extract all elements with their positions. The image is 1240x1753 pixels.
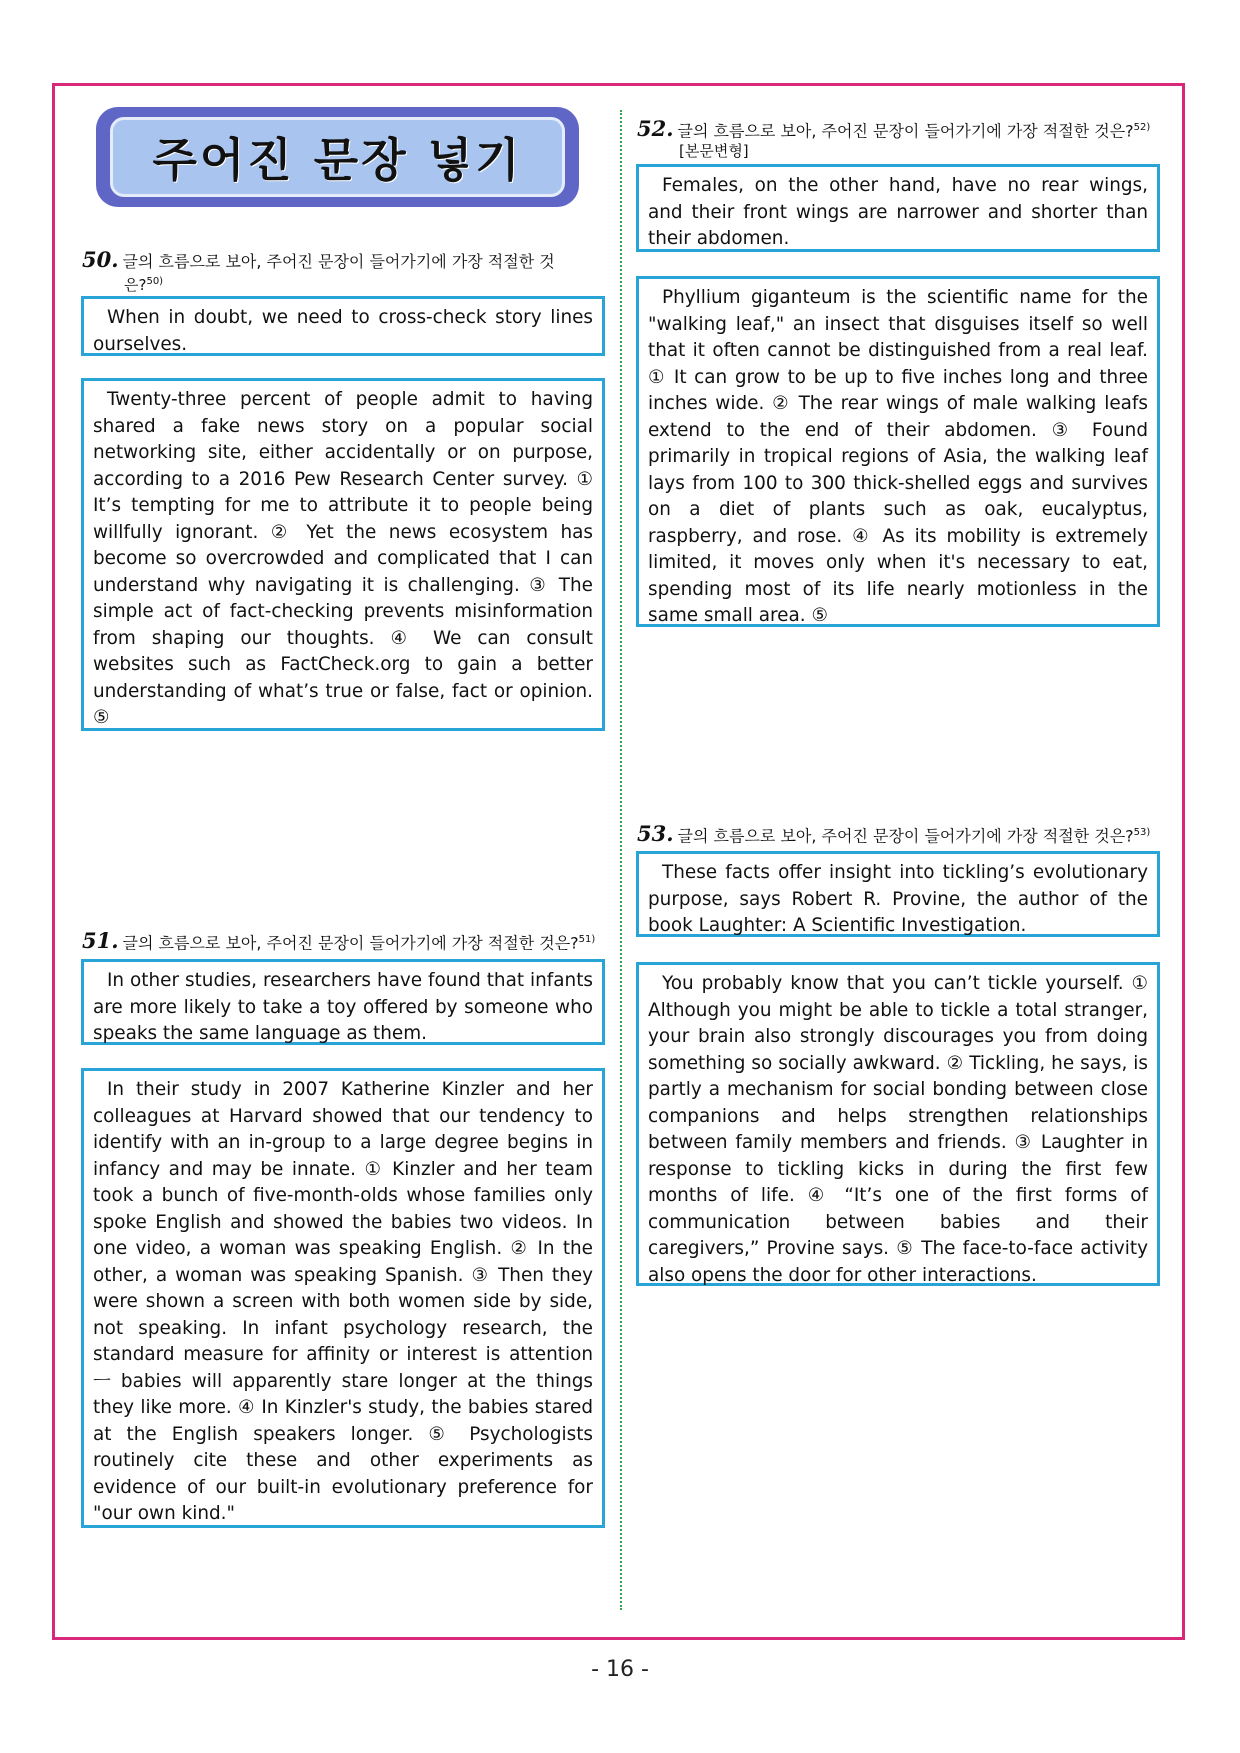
- footnote-marker: 50): [146, 276, 164, 287]
- question-50-header: [82, 247, 607, 295]
- section-title-badge: [96, 107, 579, 207]
- question-prompt: 글의 흐름으로 보아, 주어진 문장이 들어가기에 가장 적절한 것: [122, 252, 555, 271]
- question-tag: [본문변형]: [679, 142, 749, 161]
- footnote-marker: 53): [1133, 827, 1151, 838]
- question-50-given-sentence: [81, 296, 605, 356]
- question-number: 53.: [637, 821, 674, 847]
- given-sentence-text: These facts offer insight into tickling’s evolutionary purpose, says Robert R. Provine, the author of the book Laughter: A Scientific Investigation.: [648, 862, 1148, 936]
- question-52-passage: [636, 276, 1160, 627]
- question-51-passage: [81, 1068, 605, 1528]
- passage-text: In their study in 2007 Katherine Kinzler and her colleagues at Harvard showed that our tendency to identify with an in-group to a large degree begins in infancy and may be innate. ① Kinzler and her team took a bunch of five-month-olds whose families only spoke English and showed the babies two videos. In one video, a woman was speaking English. ② In the other, a woman was speaking Spanish. ③ Then they were shown a screen with both women side by side, not speaking. In infant psychology research, the standard measure for affinity or interest is attention ㅡ babies will apparently stare longer at the things they like more. ④ In Kinzler's study, the babies stared at the English speakers longer. ⑤ Psychologists routinely cite these and other experiments as evidence of our built-in evolutionary preference for "our own kind.": [93, 1079, 593, 1524]
- question-prompt: 글의 흐름으로 보아, 주어진 문장이 들어가기에 가장 적절한 것은?: [677, 121, 1134, 141]
- question-52-given-sentence: [636, 164, 1160, 252]
- question-number: 52.: [637, 116, 674, 142]
- question-53-passage: [636, 962, 1160, 1286]
- question-53-given-sentence: [636, 851, 1160, 937]
- given-sentence-text: When in doubt, we need to cross-check story lines ourselves.: [93, 307, 593, 355]
- passage-text: Phyllium giganteum is the scientific name for the "walking leaf," an insect that disguises itself so well that it often cannot be distinguished from a real leaf. ① It can grow to be up to five inches long and three inches wide. ② The rear wings of male walking leafs extend to the end of their abdomen. ③ Found primarily in tropical regions of Asia, the walking leaf lays from 100 to 300 thick-shelled eggs and survives on a diet of plants such as oak, eucalyptus, raspberry, and rose. ④ As its mobility is extremely limited, it moves only when it's necessary to eat, spending most of its life nearly motionless in the same small area. ⑤: [648, 287, 1148, 626]
- footnote-marker: 52): [1133, 122, 1151, 133]
- question-51-header: [82, 930, 607, 953]
- question-52-header: [637, 118, 1162, 161]
- section-title-inner: [110, 117, 565, 197]
- question-53-header: [637, 823, 1162, 846]
- question-prompt: 글의 흐름으로 보아, 주어진 문장이 들어가기에 가장 적절한 것은?: [122, 933, 579, 953]
- given-sentence-text: In other studies, researchers have found that infants are more likely to take a toy offered by someone who speaks the same language as them.: [93, 970, 593, 1044]
- question-number: 51.: [82, 928, 119, 954]
- page-number: - 16 -: [591, 1657, 649, 1682]
- passage-text: You probably know that you can’t tickle yourself. ① Although you might be able to tickle a total stranger, your brain also strongly discourages you from doing something so socially awkward. ② Tickling, he says, is partly a mechanism for social bonding between close companions and helps strengthen relationships between family members and friends. ③ Laughter in response to tickling kicks in during the first few months of life. ④ “It’s one of the first forms of communication between babies and their caregivers,” Provine says. ⑤ The face-to-face activity also opens the door for other interactions.: [648, 973, 1148, 1286]
- given-sentence-text: Females, on the other hand, have no rear wings, and their front wings are narrower and shorter than their abdomen.: [648, 175, 1148, 249]
- question-50-passage: [81, 378, 605, 731]
- question-number: 50.: [82, 247, 119, 272]
- footnote-marker: 51): [578, 934, 596, 945]
- question-prompt: 글의 흐름으로 보아, 주어진 문장이 들어가기에 가장 적절한 것은?: [677, 826, 1134, 846]
- passage-text: Twenty-three percent of people admit to having shared a fake news story on a popular social networking site, either accidentally or on purpose, according to a 2016 Pew Research Center survey. ① It’s tempting for me to attribute it to people being willfully ignorant. ② Yet the news ecosystem has become so overcrowded and complicated that I can understand why navigating it is challenging. ③ The simple act of fact-checking prevents misinformation from shaping our thoughts. ④ We can consult websites such as FactCheck.org to gain a better understanding of what’s true or false, fact or opinion. ⑤: [93, 389, 593, 728]
- section-title: 주어진 문장 넣기: [152, 133, 523, 187]
- column-divider: [620, 110, 622, 1610]
- question-51-given-sentence: [81, 959, 605, 1045]
- question-prompt-cont: 은?: [124, 276, 147, 294]
